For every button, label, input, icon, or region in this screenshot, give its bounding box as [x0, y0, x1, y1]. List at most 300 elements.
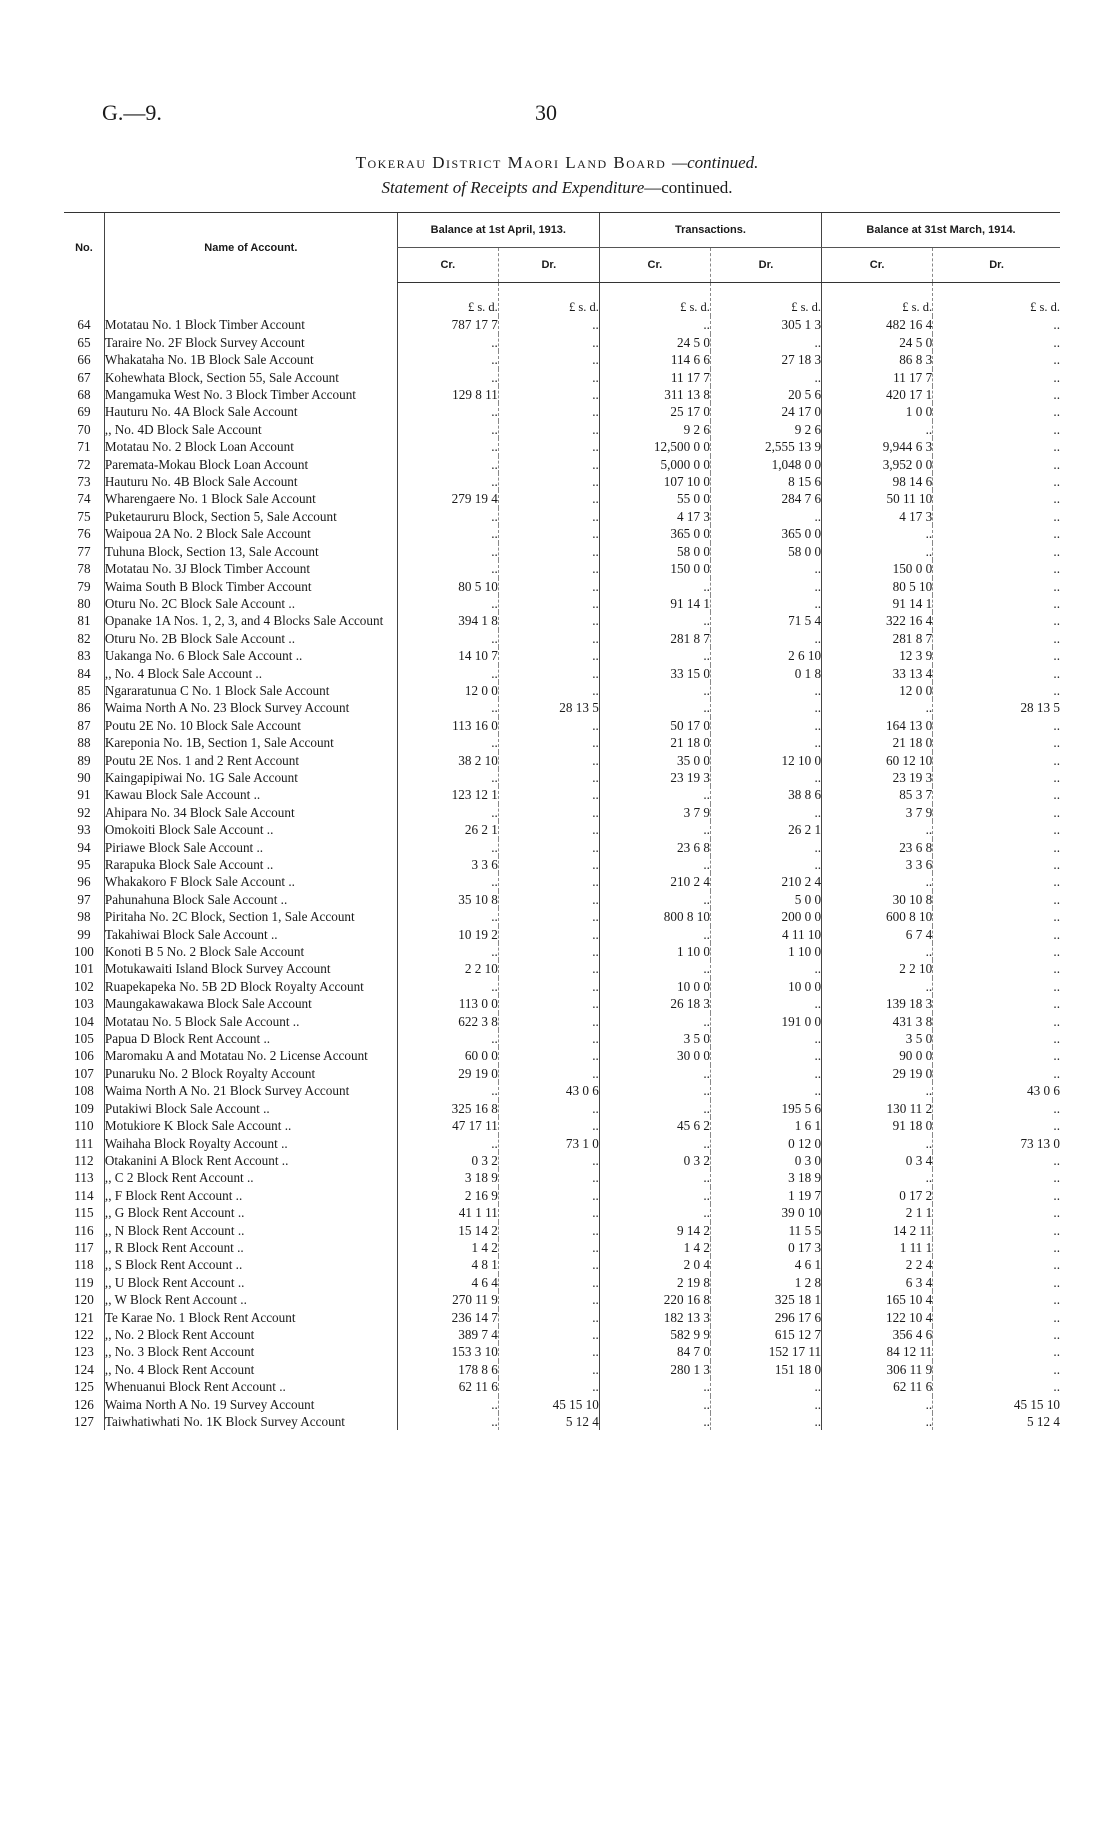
table-row: [64, 386, 1060, 403]
transactions-dr: 26 2 1: [710, 821, 821, 838]
balance-start-dr: ..: [498, 943, 599, 960]
balance-start-cr: ..: [397, 1396, 498, 1413]
table-row: [64, 1256, 1060, 1273]
balance-start-dr: ..: [498, 891, 599, 908]
table-row: [64, 1187, 1060, 1204]
row-number: 72: [77, 456, 91, 472]
balance-end-dr: 5 12 4: [933, 1413, 1060, 1430]
row-number: 108: [74, 1083, 94, 1099]
table-row: [64, 978, 1060, 995]
balance-end-cr: 91 18 0: [822, 1117, 933, 1134]
row-number: 76: [77, 526, 91, 542]
balance-start-dr: ..: [498, 560, 599, 577]
account-name: Konoti B 5 No. 2 Block Sale Account: [104, 943, 397, 960]
balance-end-cr: 130 11 2: [822, 1100, 933, 1117]
row-number: 111: [74, 1135, 94, 1151]
balance-start-cr: 10 19 2: [397, 926, 498, 943]
balance-start-cr: 14 10 7: [397, 647, 498, 664]
account-name: Taiwhatiwhati No. 1K Block Survey Account: [104, 1413, 397, 1430]
transactions-dr: ..: [710, 717, 821, 734]
row-number: 120: [74, 1292, 94, 1308]
table-row: [64, 1135, 1060, 1152]
transactions-cr: 365 0 0: [599, 525, 710, 542]
transactions-cr: 21 18 0: [599, 734, 710, 751]
balance-start-cr: 279 19 4: [397, 490, 498, 507]
row-number: 123: [74, 1344, 94, 1360]
table-row: [64, 995, 1060, 1012]
balance-start-cr: 3 18 9: [397, 1169, 498, 1186]
balance-end-cr: ..: [822, 543, 933, 560]
balance-end-cr: 98 14 6: [822, 473, 933, 490]
account-name: Whakataha No. 1B Block Sale Account: [104, 351, 397, 368]
balance-start-dr: ..: [498, 386, 599, 403]
account-name: Ruapekapeka No. 5B 2D Block Royalty Account: [104, 978, 397, 995]
row-number: 95: [77, 857, 91, 872]
balance-end-cr: 600 8 10: [822, 908, 933, 925]
balance-end-dr: 73 13 0: [933, 1135, 1060, 1152]
balance-end-cr: 6 3 4: [822, 1274, 933, 1291]
balance-start-cr: ..: [397, 403, 498, 420]
row-number: 106: [74, 1048, 94, 1064]
balance-end-cr: ..: [822, 978, 933, 995]
transactions-cr: ..: [599, 926, 710, 943]
table-row: [64, 560, 1060, 577]
balance-start-cr: ..: [397, 769, 498, 786]
table-row: [64, 403, 1060, 420]
balance-end-dr: ..: [933, 786, 1060, 803]
transactions-cr: 25 17 0: [599, 403, 710, 420]
row-number: 122: [74, 1326, 94, 1342]
account-name: Oturu No. 2B Block Sale Account ..: [104, 630, 397, 647]
balance-start-dr: ..: [498, 351, 599, 368]
balance-start-dr: ..: [498, 473, 599, 490]
balance-start-dr: ..: [498, 960, 599, 977]
transactions-cr: ..: [599, 821, 710, 838]
transactions-cr: ..: [599, 891, 710, 908]
account-name: ,, No. 2 Block Rent Account: [104, 1326, 397, 1343]
transactions-cr: 182 13 3: [599, 1309, 710, 1326]
row-number: 107: [74, 1065, 94, 1081]
table-row: [64, 612, 1060, 629]
account-name: Waipoua 2A No. 2 Block Sale Account: [104, 525, 397, 542]
row-number: 126: [74, 1396, 94, 1412]
row-number: 118: [74, 1257, 94, 1273]
table-row: [64, 351, 1060, 368]
balance-start-cr: ..: [397, 525, 498, 542]
transactions-cr: ..: [599, 316, 710, 333]
transactions-cr: 5,000 0 0: [599, 456, 710, 473]
table-row: [64, 1013, 1060, 1030]
balance-end-cr: 356 4 6: [822, 1326, 933, 1343]
balance-start-dr: ..: [498, 369, 599, 386]
account-name: Ngararatunua C No. 1 Block Sale Account: [104, 682, 397, 699]
row-number: 98: [77, 909, 91, 925]
transactions-cr: ..: [599, 1065, 710, 1082]
balance-start-dr: ..: [498, 665, 599, 682]
balance-end-cr: 14 2 11: [822, 1222, 933, 1239]
balance-start-dr: ..: [498, 1047, 599, 1064]
transactions-cr: 114 6 6: [599, 351, 710, 368]
balance-start-dr: ..: [498, 456, 599, 473]
balance-end-dr: ..: [933, 1326, 1060, 1343]
units-row: [64, 283, 1060, 317]
account-name: ,, G Block Rent Account ..: [104, 1204, 397, 1221]
row-number: 67: [77, 369, 91, 385]
table-row: [64, 1361, 1060, 1378]
balance-end-cr: 11 17 7: [822, 369, 933, 386]
transactions-dr: 284 7 6: [710, 490, 821, 507]
table-row: [64, 734, 1060, 751]
balance-start-dr: ..: [498, 490, 599, 507]
balance-end-cr: 3,952 0 0: [822, 456, 933, 473]
transactions-dr: 5 0 0: [710, 891, 821, 908]
balance-start-cr: ..: [397, 508, 498, 525]
table-body: [64, 283, 1060, 1431]
balance-end-dr: ..: [933, 926, 1060, 943]
row-number: 81: [77, 613, 91, 629]
transactions-cr: 1 4 2: [599, 1239, 710, 1256]
row-number: 66: [77, 352, 91, 368]
account-name: Whenuanui Block Rent Account ..: [104, 1378, 397, 1395]
balance-start-dr: ..: [498, 595, 599, 612]
row-number: 77: [77, 543, 91, 559]
transactions-dr: 191 0 0: [710, 1013, 821, 1030]
account-name: Ahipara No. 34 Block Sale Account: [104, 804, 397, 821]
header-account-name: Name of Account.: [104, 213, 397, 283]
balance-end-dr: ..: [933, 734, 1060, 751]
balance-end-dr: ..: [933, 665, 1060, 682]
transactions-cr: 280 1 3: [599, 1361, 710, 1378]
balance-start-dr: ..: [498, 630, 599, 647]
balance-start-cr: ..: [397, 351, 498, 368]
balance-start-cr: 325 16 8: [397, 1100, 498, 1117]
balance-end-dr: ..: [933, 525, 1060, 542]
account-name: Motukawaiti Island Block Survey Account: [104, 960, 397, 977]
account-name: ,, No. 3 Block Rent Account: [104, 1343, 397, 1360]
balance-end-dr: ..: [933, 1256, 1060, 1273]
account-name: Piritaha No. 2C Block, Section 1, Sale Account: [104, 908, 397, 925]
balance-end-dr: ..: [933, 334, 1060, 351]
account-name: ,, N Block Rent Account ..: [104, 1222, 397, 1239]
account-name: Puketaururu Block, Section 5, Sale Account: [104, 508, 397, 525]
balance-end-cr: 281 8 7: [822, 630, 933, 647]
row-number: 117: [74, 1239, 94, 1255]
row-number: 82: [77, 630, 91, 646]
row-number: 75: [77, 508, 91, 524]
transactions-cr: ..: [599, 1413, 710, 1430]
table-row: [64, 1396, 1060, 1413]
transactions-dr: 305 1 3: [710, 316, 821, 333]
row-number: 79: [77, 578, 91, 594]
row-number: 64: [77, 317, 91, 333]
balance-start-cr: 60 0 0: [397, 1047, 498, 1064]
transactions-cr: ..: [599, 612, 710, 629]
balance-start-cr: 123 12 1: [397, 786, 498, 803]
balance-end-cr: 165 10 4: [822, 1291, 933, 1308]
row-number: 90: [77, 769, 91, 785]
balance-start-dr: ..: [498, 839, 599, 856]
balance-start-dr: ..: [498, 1030, 599, 1047]
transactions-dr: ..: [710, 1047, 821, 1064]
balance-end-cr: 4 17 3: [822, 508, 933, 525]
transactions-dr: 10 0 0: [710, 978, 821, 995]
document-subtitle: [0, 178, 1114, 198]
transactions-cr: ..: [599, 1135, 710, 1152]
document-reference: G.—9.: [102, 100, 162, 125]
account-name: Waima North A No. 19 Survey Account: [104, 1396, 397, 1413]
row-number: 110: [74, 1118, 94, 1134]
transactions-dr: 3 18 9: [710, 1169, 821, 1186]
balance-start-cr: ..: [397, 560, 498, 577]
account-name: Poutu 2E No. 10 Block Sale Account: [104, 717, 397, 734]
balance-end-dr: ..: [933, 682, 1060, 699]
balance-start-dr: ..: [498, 908, 599, 925]
balance-end-dr: ..: [933, 1309, 1060, 1326]
balance-start-cr: 270 11 9: [397, 1291, 498, 1308]
transactions-cr: ..: [599, 960, 710, 977]
transactions-dr: 0 3 0: [710, 1152, 821, 1169]
row-number: 80: [77, 595, 91, 611]
header-transactions: Transactions.: [599, 213, 821, 248]
transactions-dr: 0 12 0: [710, 1135, 821, 1152]
balance-end-dr: ..: [933, 1013, 1060, 1030]
table-row: [64, 839, 1060, 856]
account-name: Kareponia No. 1B, Section 1, Sale Account: [104, 734, 397, 751]
header-transactions-dr: Dr.: [710, 248, 821, 283]
row-number: 96: [77, 874, 91, 890]
balance-start-cr: 41 1 11: [397, 1204, 498, 1221]
balance-start-dr: ..: [498, 1169, 599, 1186]
balance-end-cr: ..: [822, 1169, 933, 1186]
balance-end-cr: 306 11 9: [822, 1361, 933, 1378]
transactions-dr: 152 17 11: [710, 1343, 821, 1360]
transactions-cr: ..: [599, 1378, 710, 1395]
balance-start-dr: ..: [498, 1326, 599, 1343]
header-balance-start-dr: Dr.: [498, 248, 599, 283]
transactions-cr: ..: [599, 1169, 710, 1186]
account-name: Motukiore K Block Sale Account ..: [104, 1117, 397, 1134]
account-name: Kawau Block Sale Account ..: [104, 786, 397, 803]
transactions-dr: ..: [710, 595, 821, 612]
balance-end-cr: 0 3 4: [822, 1152, 933, 1169]
table-row: [64, 804, 1060, 821]
balance-end-cr: 150 0 0: [822, 560, 933, 577]
transactions-cr: 10 0 0: [599, 978, 710, 995]
row-number: 73: [77, 474, 91, 490]
balance-end-cr: 30 10 8: [822, 891, 933, 908]
header-transactions-cr: Cr.: [599, 248, 710, 283]
balance-start-cr: 2 2 10: [397, 960, 498, 977]
balance-start-dr: ..: [498, 1117, 599, 1134]
table-row: [64, 1309, 1060, 1326]
table-row: [64, 908, 1060, 925]
table-row: [64, 1274, 1060, 1291]
transactions-cr: 9 2 6: [599, 421, 710, 438]
account-name: Motatau No. 2 Block Loan Account: [104, 438, 397, 455]
table-row: [64, 456, 1060, 473]
balance-end-cr: 482 16 4: [822, 316, 933, 333]
balance-start-dr: ..: [498, 543, 599, 560]
balance-end-dr: ..: [933, 647, 1060, 664]
account-name: Whakakoro F Block Sale Account ..: [104, 873, 397, 890]
balance-start-cr: ..: [397, 543, 498, 560]
balance-end-dr: ..: [933, 769, 1060, 786]
row-number: 114: [74, 1187, 94, 1203]
balance-start-cr: 787 17 7: [397, 316, 498, 333]
transactions-dr: 2 6 10: [710, 647, 821, 664]
balance-start-dr: ..: [498, 786, 599, 803]
table-row: [64, 595, 1060, 612]
row-number: 104: [74, 1013, 94, 1029]
balance-end-dr: ..: [933, 839, 1060, 856]
table-row: [64, 525, 1060, 542]
balance-end-cr: 85 3 7: [822, 786, 933, 803]
account-name: ,, No. 4D Block Sale Account: [104, 421, 397, 438]
units-cell: £ s. d.: [599, 283, 710, 317]
balance-start-dr: ..: [498, 752, 599, 769]
transactions-dr: ..: [710, 960, 821, 977]
balance-start-cr: ..: [397, 908, 498, 925]
balance-start-dr: ..: [498, 1361, 599, 1378]
account-name: Waihaha Block Royalty Account ..: [104, 1135, 397, 1152]
row-number: 102: [74, 978, 94, 994]
balance-end-dr: ..: [933, 1169, 1060, 1186]
balance-end-dr: ..: [933, 1152, 1060, 1169]
transactions-cr: ..: [599, 647, 710, 664]
balance-end-dr: ..: [933, 403, 1060, 420]
balance-end-cr: 24 5 0: [822, 334, 933, 351]
transactions-cr: 3 5 0: [599, 1030, 710, 1047]
transactions-cr: 84 7 0: [599, 1343, 710, 1360]
row-number: 115: [74, 1205, 94, 1221]
balance-start-cr: 80 5 10: [397, 578, 498, 595]
account-name: Otakanini A Block Rent Account ..: [104, 1152, 397, 1169]
table-row: [64, 1047, 1060, 1064]
row-number: 68: [77, 387, 91, 403]
transactions-cr: 11 17 7: [599, 369, 710, 386]
balance-start-dr: 28 13 5: [498, 699, 599, 716]
transactions-dr: ..: [710, 995, 821, 1012]
balance-end-dr: ..: [933, 578, 1060, 595]
table-row: [64, 717, 1060, 734]
account-name: Punaruku No. 2 Block Royalty Account: [104, 1065, 397, 1082]
balance-end-dr: ..: [933, 960, 1060, 977]
transactions-cr: 55 0 0: [599, 490, 710, 507]
balance-end-dr: ..: [933, 612, 1060, 629]
row-number: 65: [77, 334, 91, 350]
account-name: Taraire No. 2F Block Survey Account: [104, 334, 397, 351]
balance-end-dr: ..: [933, 351, 1060, 368]
balance-start-cr: ..: [397, 438, 498, 455]
table-row: [64, 316, 1060, 333]
page-number: 30: [535, 100, 557, 125]
transactions-dr: 27 18 3: [710, 351, 821, 368]
balance-start-cr: ..: [397, 1413, 498, 1430]
balance-end-cr: 86 8 3: [822, 351, 933, 368]
units-cell: £ s. d.: [822, 283, 933, 317]
table-row: [64, 1117, 1060, 1134]
balance-start-cr: 4 8 1: [397, 1256, 498, 1273]
balance-end-cr: 60 12 10: [822, 752, 933, 769]
balance-end-cr: ..: [822, 1413, 933, 1430]
row-number: 101: [74, 961, 94, 977]
balance-start-dr: ..: [498, 421, 599, 438]
row-number: 99: [77, 926, 91, 942]
balance-end-cr: 12 3 9: [822, 647, 933, 664]
balance-end-cr: 33 13 4: [822, 665, 933, 682]
transactions-cr: ..: [599, 1082, 710, 1099]
balance-start-dr: ..: [498, 1378, 599, 1395]
transactions-dr: 38 8 6: [710, 786, 821, 803]
balance-end-dr: ..: [933, 1117, 1060, 1134]
account-name: Omokoiti Block Sale Account ..: [104, 821, 397, 838]
transactions-dr: 1 10 0: [710, 943, 821, 960]
row-number: 116: [74, 1222, 94, 1238]
account-name: Rarapuka Block Sale Account ..: [104, 856, 397, 873]
balance-end-cr: ..: [822, 943, 933, 960]
transactions-dr: 1 6 1: [710, 1117, 821, 1134]
transactions-dr: ..: [710, 682, 821, 699]
transactions-cr: 220 16 8: [599, 1291, 710, 1308]
transactions-dr: 11 5 5: [710, 1222, 821, 1239]
transactions-cr: ..: [599, 1100, 710, 1117]
balance-start-cr: 2 16 9: [397, 1187, 498, 1204]
table-row: [64, 682, 1060, 699]
account-name: Uakanga No. 6 Block Sale Account ..: [104, 647, 397, 664]
balance-start-dr: 45 15 10: [498, 1396, 599, 1413]
transactions-dr: ..: [710, 856, 821, 873]
balance-end-cr: 12 0 0: [822, 682, 933, 699]
balance-end-dr: ..: [933, 1378, 1060, 1395]
transactions-dr: 8 15 6: [710, 473, 821, 490]
transactions-dr: 24 17 0: [710, 403, 821, 420]
header-no: No.: [64, 213, 104, 283]
balance-end-dr: ..: [933, 1239, 1060, 1256]
transactions-cr: ..: [599, 1396, 710, 1413]
transactions-dr: 71 5 4: [710, 612, 821, 629]
row-number: 84: [77, 665, 91, 681]
balance-end-cr: 139 18 3: [822, 995, 933, 1012]
row-number: 91: [77, 787, 91, 803]
balance-start-dr: ..: [498, 334, 599, 351]
balance-start-dr: ..: [498, 525, 599, 542]
balance-end-dr: ..: [933, 1100, 1060, 1117]
row-number: 113: [74, 1170, 94, 1186]
balance-end-dr: ..: [933, 421, 1060, 438]
table-row: [64, 1222, 1060, 1239]
balance-start-dr: ..: [498, 1256, 599, 1273]
account-name: Maromaku A and Motatau No. 2 License Account: [104, 1047, 397, 1064]
balance-start-dr: ..: [498, 508, 599, 525]
balance-start-cr: 47 17 11: [397, 1117, 498, 1134]
table-row: [64, 1152, 1060, 1169]
balance-end-cr: 90 0 0: [822, 1047, 933, 1064]
account-name: Kohewhata Block, Section 55, Sale Account: [104, 369, 397, 386]
table-row: [64, 1343, 1060, 1360]
table-row: [64, 786, 1060, 803]
row-number: 125: [74, 1379, 94, 1395]
balance-end-dr: 28 13 5: [933, 699, 1060, 716]
transactions-dr: ..: [710, 769, 821, 786]
balance-end-cr: 21 18 0: [822, 734, 933, 751]
row-number: 119: [74, 1274, 94, 1290]
account-name: Opanake 1A Nos. 1, 2, 3, and 4 Blocks Sale Account: [104, 612, 397, 629]
units-cell: £ s. d.: [397, 283, 498, 317]
account-name: ,, C 2 Block Rent Account ..: [104, 1169, 397, 1186]
transactions-dr: 20 5 6: [710, 386, 821, 403]
transactions-dr: ..: [710, 1378, 821, 1395]
balance-start-dr: ..: [498, 856, 599, 873]
